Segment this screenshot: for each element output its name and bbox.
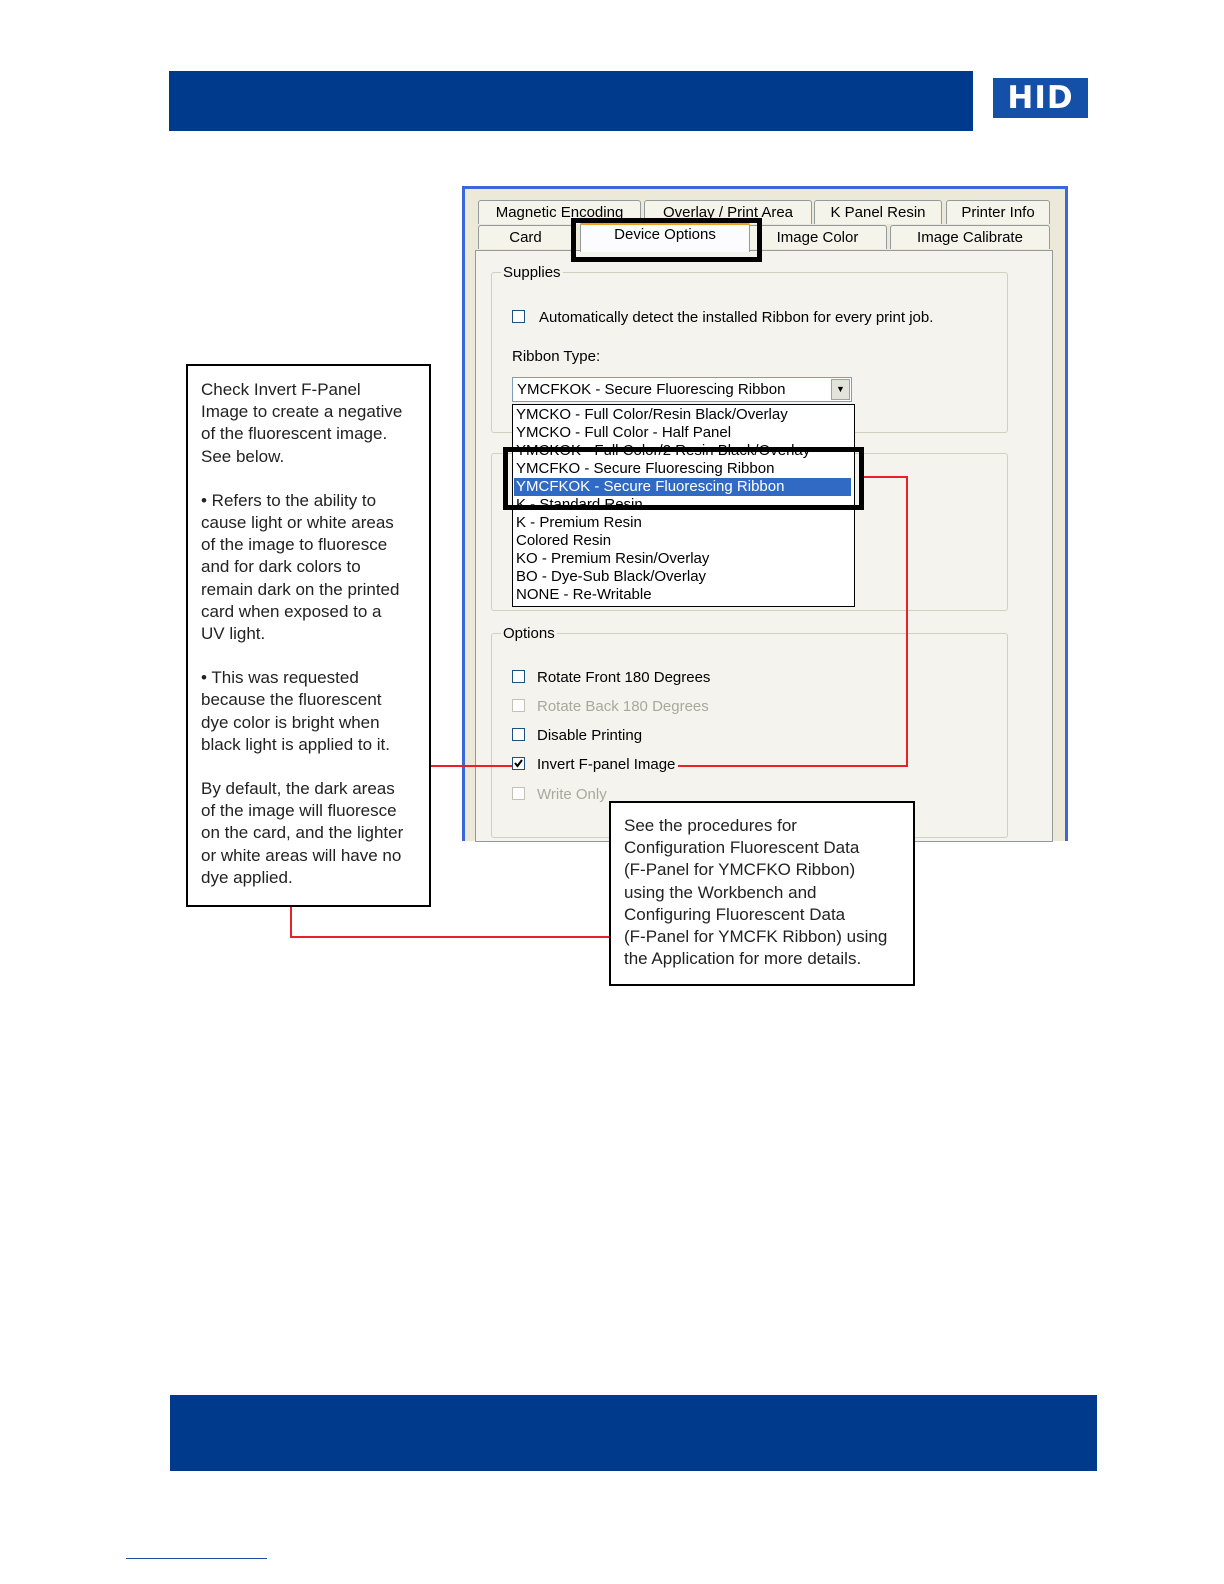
rotate-back-label: Rotate Back 180 Degrees [537, 698, 709, 715]
callout-invert-f-panel [186, 364, 431, 907]
connector-line [290, 936, 610, 938]
connector-line [290, 906, 292, 938]
write-only-checkbox[interactable] [512, 787, 525, 800]
ribbon-option[interactable]: YMCKO - Full Color/Resin Black/Overlay [516, 406, 788, 423]
ribbon-option[interactable]: YMCKO - Full Color - Half Panel [516, 424, 732, 441]
callout-paragraph: • Refers to the ability to cause light or white areas of the image to fluoresce and for dark colors to remain dark on the printed card when exposed to a UV light. [201, 490, 400, 644]
invert-f-panel-label: Invert F-panel Image [537, 756, 676, 773]
ribbon-option[interactable]: K - Standard Resin [516, 496, 643, 513]
checkmark-icon [513, 758, 524, 769]
header-bar [169, 71, 973, 131]
chevron-down-icon[interactable]: ▼ [831, 379, 850, 400]
footer-bar [170, 1395, 1097, 1471]
tab-overlay-print-area[interactable]: Overlay / Print Area [644, 200, 812, 224]
ymcfk-highlight [503, 447, 864, 510]
tab-magnetic-encoding[interactable]: Magnetic Encoding [478, 200, 641, 224]
connector-line [906, 476, 908, 767]
callout-procedures [609, 801, 915, 986]
tab-device-options[interactable]: Device Options [580, 222, 750, 252]
callout-paragraph: By default, the dark areas of the image will fluoresce on the card, and the lighter or white areas will have no dye applied. [201, 779, 404, 887]
invert-f-panel-checkbox[interactable] [512, 757, 525, 770]
ribbon-option[interactable]: YMCFKO - Secure Fluorescing Ribbon [516, 460, 775, 477]
connector-line [864, 476, 908, 478]
callout-paragraph: Check Invert F-Panel Image to create a negative of the fluorescent image. See below. [201, 380, 403, 466]
callout-paragraph: See the procedures for Configuration Fluorescent Data (F-Panel for YMCFKO Ribbon) using the Workbench and Configuring Fluorescent Data (F-Panel for YMCFK Ribbon) using the Application for more details. [624, 816, 888, 969]
rotate-back-checkbox[interactable] [512, 699, 525, 712]
footer-rule [126, 1558, 267, 1559]
ribbon-option[interactable]: KO - Premium Resin/Overlay [516, 550, 710, 567]
tab-image-color[interactable]: Image Color [748, 225, 887, 249]
device-options-highlight [571, 218, 762, 262]
connector-line [430, 765, 512, 767]
ribbon-type-label: Ribbon Type: [512, 348, 601, 365]
supplies-group-label: Supplies [503, 264, 561, 281]
tab-card[interactable]: Card [478, 225, 573, 249]
callout-paragraph: • This was requested because the fluorescent dye color is bright when black light is applied to it. [201, 668, 390, 754]
tab-k-panel-resin[interactable]: K Panel Resin [814, 200, 942, 224]
ribbon-type-selected: YMCFKOK - Secure Fluorescing Ribbon [517, 381, 786, 398]
tab-printer-info[interactable]: Printer Info [946, 200, 1050, 224]
ribbon-option[interactable]: Colored Resin [516, 532, 612, 549]
rotate-front-checkbox[interactable] [512, 670, 525, 683]
ribbon-type-select[interactable] [512, 377, 852, 402]
ribbon-option[interactable]: K - Premium Resin [516, 514, 642, 531]
tab-image-calibrate[interactable]: Image Calibrate [890, 225, 1050, 249]
options-group-label: Options [503, 625, 555, 642]
auto-detect-label: Automatically detect the installed Ribbon for every print job. [539, 309, 934, 326]
auto-detect-checkbox[interactable] [512, 310, 525, 323]
ribbon-option[interactable]: NONE - Re-Writable [516, 586, 652, 603]
disable-printing-checkbox[interactable] [512, 728, 525, 741]
connector-line [678, 765, 908, 767]
disable-printing-label: Disable Printing [537, 727, 643, 744]
ribbon-option-selected[interactable]: YMCFKOK - Secure Fluorescing Ribbon [514, 478, 851, 496]
ribbon-option[interactable]: BO - Dye-Sub Black/Overlay [516, 568, 707, 585]
hid-logo: HID [993, 78, 1088, 118]
ribbon-option[interactable]: YMCKOK - Full Color/2 Resin Black/Overlay [516, 442, 811, 459]
rotate-front-label: Rotate Front 180 Degrees [537, 669, 711, 686]
write-only-label: Write Only [537, 786, 607, 803]
